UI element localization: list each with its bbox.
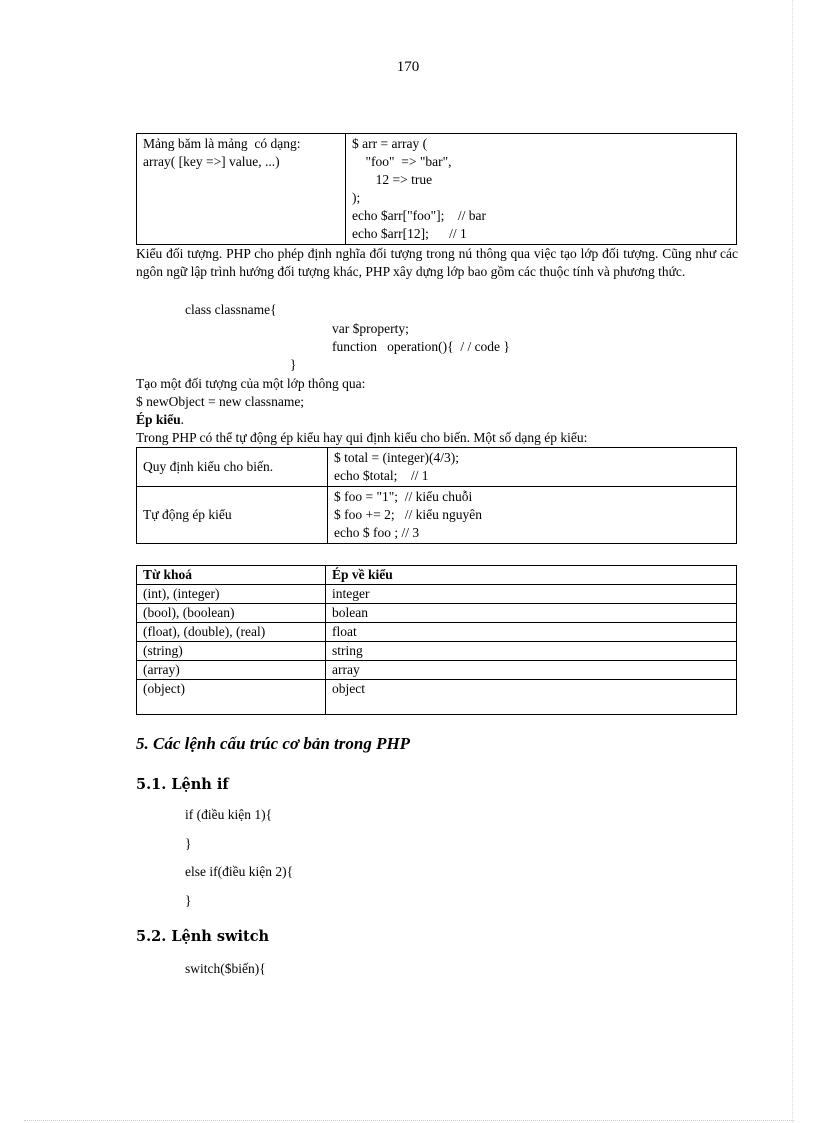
cast-label-cell: Tự động ép kiểu	[137, 487, 328, 544]
cast-code-cell	[328, 448, 737, 487]
array-description-line: Mảng băm là mảng có dạng:	[143, 136, 301, 151]
class-code-line: class classname{	[185, 302, 277, 317]
type-cell: array	[326, 661, 737, 680]
code-line: "foo" => "bar",	[352, 154, 452, 169]
object-type-paragraph: Kiểu đối tượng. PHP cho phép định nghĩa đối tượng trong nú thông qua việc tạo lớp đối tượng. Cũng như các ngôn ngữ lập trình hướng đối tượng khác, PHP xây dựng lớp bao gồm các thuộc tính và phương thức.	[136, 246, 738, 279]
page-edge-divider	[792, 0, 793, 1123]
type-cell: string	[326, 642, 737, 661]
if-code-line: else if(điều kiện 2){	[185, 864, 294, 879]
keyword-cell: (float), (double), (real)	[137, 623, 326, 642]
if-code-line: }	[185, 893, 192, 908]
subsection-5-2-heading: 5.2. Lệnh switch	[136, 928, 270, 945]
type-cell: integer	[326, 585, 737, 604]
table-row	[137, 661, 737, 680]
cast-keyword-table	[136, 565, 737, 715]
page-number: 170	[396, 59, 420, 75]
type-cell: object	[326, 680, 737, 715]
code-line: 12 => true	[352, 172, 433, 187]
code-line: );	[352, 190, 361, 205]
code-line: $ arr = array (	[352, 136, 428, 151]
array-example-cell	[346, 134, 737, 245]
create-object-text: Tạo một đối tượng của một lớp thông qua:	[136, 376, 366, 391]
array-description-cell	[137, 134, 346, 245]
table-row	[137, 604, 737, 623]
table-row	[137, 623, 737, 642]
keyword-cell: (array)	[137, 661, 326, 680]
page-bottom-divider	[24, 1120, 794, 1121]
keyword-cell: (int), (integer)	[137, 585, 326, 604]
array-syntax-line: array( [key =>] value, ...)	[143, 154, 280, 169]
code-line: echo $total; // 1	[334, 468, 429, 483]
table-row	[137, 642, 737, 661]
code-line: echo $ foo ; // 3	[334, 525, 420, 540]
code-line: $ total = (integer)(4/3);	[334, 450, 459, 465]
type-cell: float	[326, 623, 737, 642]
cast-intro-text: Trong PHP có thể tự động ép kiểu hay qui định kiểu cho biến. Một số dạng ép kiểu:	[136, 430, 588, 445]
code-line: $ foo += 2; // kiểu nguyên	[334, 507, 482, 522]
if-code-line: if (điều kiện 1){	[185, 807, 273, 822]
code-line: $ foo = "1"; // kiểu chuỗi	[334, 489, 473, 504]
code-line: echo $arr["foo"]; // bar	[352, 208, 486, 223]
cast-label-cell: Quy định kiểu cho biến.	[137, 448, 328, 487]
type-cell: bolean	[326, 604, 737, 623]
keyword-cell: (object)	[137, 680, 326, 715]
table-header: Từ khoá	[137, 566, 326, 585]
cast-code-cell	[328, 487, 737, 544]
subsection-5-1-heading: 5.1. Lệnh if	[136, 776, 229, 793]
table-row	[137, 585, 737, 604]
table-row	[137, 680, 737, 715]
cast-heading-dot: .	[180, 412, 185, 427]
keyword-cell: (bool), (boolean)	[137, 604, 326, 623]
code-line: echo $arr[12]; // 1	[352, 226, 467, 241]
section-5-heading: 5. Các lệnh cấu trúc cơ bản trong PHP	[136, 734, 411, 753]
new-object-code: $ newObject = new classname;	[136, 394, 305, 409]
table-header: Ép về kiểu	[326, 566, 737, 585]
type-casting-table	[136, 447, 737, 544]
keyword-cell: (string)	[137, 642, 326, 661]
if-code-line: }	[185, 836, 192, 851]
class-code-line: function operation(){ / / code }	[332, 339, 510, 354]
cast-heading-bold: Ép kiểu	[136, 412, 181, 427]
switch-code-line: switch($biến){	[185, 961, 266, 976]
class-code-line: var $property;	[332, 321, 409, 336]
cast-heading	[136, 411, 184, 429]
class-code-line: }	[290, 357, 297, 372]
associative-array-table	[136, 133, 737, 245]
